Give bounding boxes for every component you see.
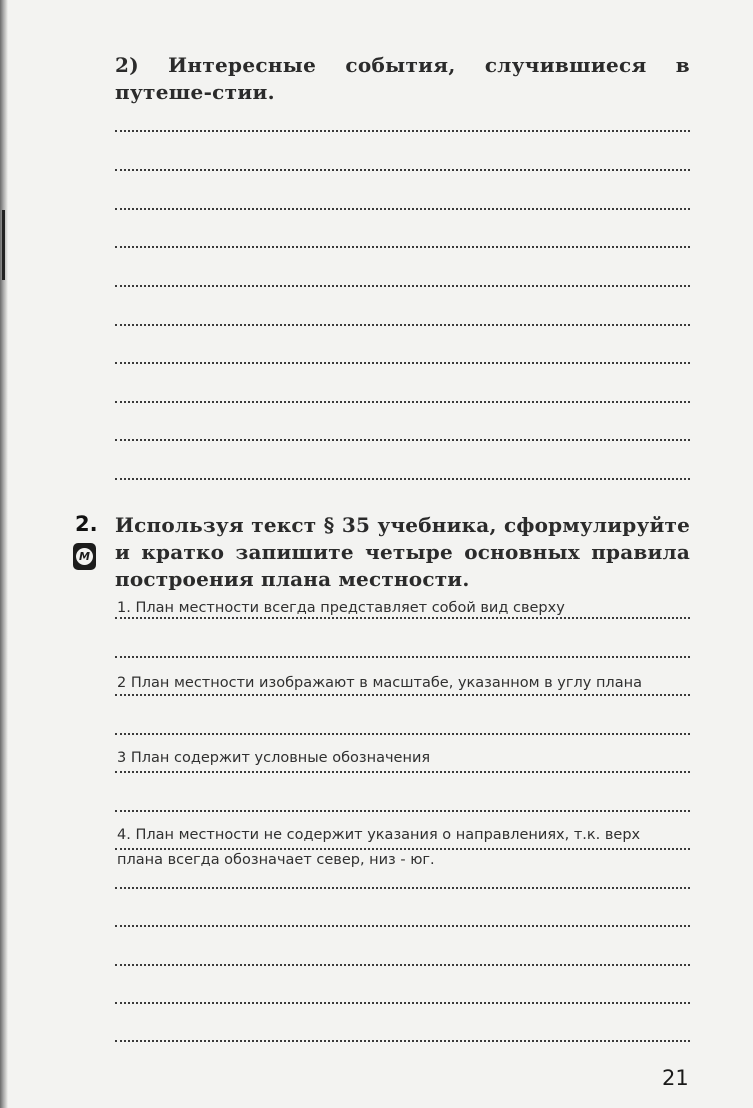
page-binding-edge	[0, 0, 8, 1108]
writing-line	[115, 324, 690, 326]
writing-line	[115, 208, 690, 210]
answer-rule-4: 4. План местности не содержит указания о направлениях, т.к. верх плана всегда обозначает север, низ - юг.	[117, 827, 641, 868]
answer-rule-1: 1. План местности всегда представляет собой вид сверху	[117, 600, 565, 616]
writing-line	[115, 246, 690, 248]
writing-line	[115, 1002, 690, 1004]
writing-line	[115, 810, 690, 812]
writing-line	[115, 401, 690, 403]
answer-rule-3: 3 План содержит условные обозначения	[117, 750, 431, 766]
badge-letter: М	[76, 548, 93, 565]
writing-line	[115, 169, 690, 171]
metapredmet-badge-icon	[73, 543, 96, 570]
writing-line	[115, 848, 690, 850]
writing-line	[115, 771, 690, 773]
writing-line	[115, 478, 690, 480]
writing-line	[115, 130, 690, 132]
writing-line	[115, 1040, 690, 1042]
writing-line	[115, 733, 690, 735]
page-number: 21	[662, 1066, 689, 1090]
writing-line	[115, 656, 690, 658]
writing-line	[115, 925, 690, 927]
writing-line	[115, 617, 690, 619]
answer-rule-2: 2 План местности изображают в масштабе, указанном в углу плана	[117, 675, 642, 691]
writing-line	[115, 964, 690, 966]
writing-line	[115, 887, 690, 889]
writing-line	[115, 362, 690, 364]
writing-line	[115, 285, 690, 287]
section-1-heading: 2) Интересные события, случившиеся в путеше-стии.	[115, 53, 690, 104]
writing-line	[115, 439, 690, 441]
writing-line	[115, 694, 690, 696]
task-number: 2.	[75, 512, 98, 536]
task-prompt: Используя текст § 35 учебника, сформулируйте и кратко запишите четыре основных правила построения плана местности.	[115, 513, 690, 591]
